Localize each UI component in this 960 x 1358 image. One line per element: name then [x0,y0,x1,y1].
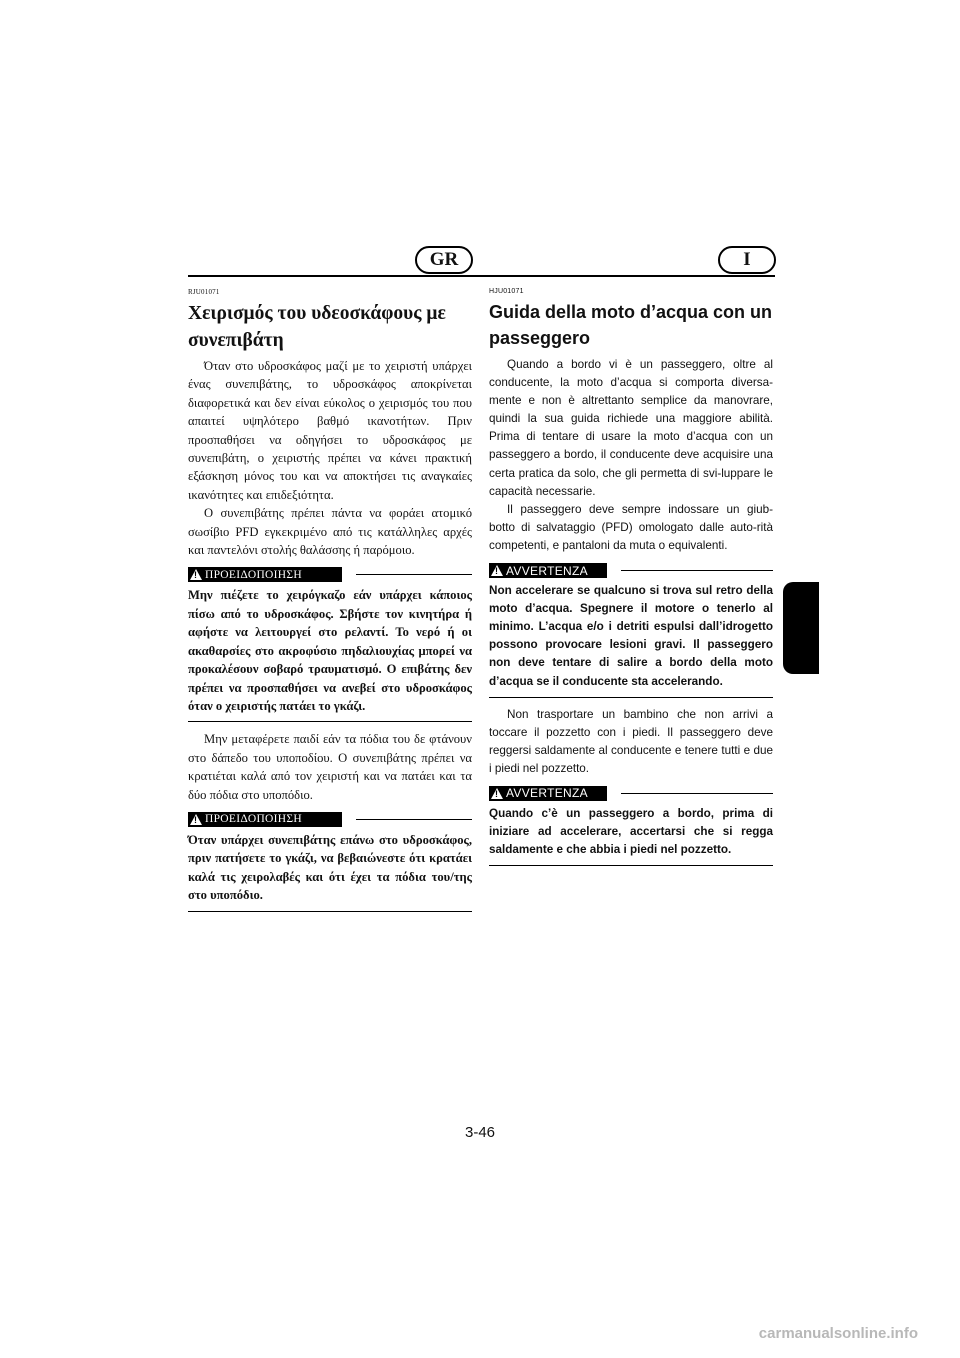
header-rule [188,275,775,277]
warning-text: Μην πιέζετε το χειρόγκαζο εάν υπάρχει κάποιος πίσω από το υδροσκάφος. Σβήστε τον κινητήρα ή αφήστε να λειτουργεί στο ρελαντί. Το νερό ή οι ακαθαρσίες στο ακροφύσιο πηδαλιουχίας μπορεί να προκαλέσουν σοβαρό τραυματισμό. Ο επιβάτης δεν πρέπει να προσπαθήσει να ανεβεί στο υδροσκάφος όταν ο χειριστής πατάει το γκάζι. [188,586,472,722]
warning-label-text: ΠΡΟΕΙΔΟΠΟΙΗΣΗ [205,568,302,581]
warning-rule [621,570,773,571]
warning-label-text: ΠΡΟΕΙΔΟΠΟΙΗΣΗ [205,813,302,826]
warning-header [188,812,472,827]
warning-text: Non accelerare se qualcuno si trova sul retro della moto d’acqua. Spegnere il motore o tenerlo al minimo. L’acqua e/o i detriti espulsi dall’idrogetto possono provocare lesioni gravi. Il passeggero non deve tentare di salire a bordo della moto d’acqua se il conducente sta accelerando. [489,582,773,698]
section-code: HJU01071 [489,288,524,295]
warning-header [489,563,773,578]
chapter-thumb-tab [783,582,819,674]
warning-label-text: AVVERTENZA [506,563,588,578]
section-code: RJU01071 [188,288,220,296]
warning-rule [356,819,472,820]
warning-label [489,786,607,801]
warning-triangle-icon [491,565,503,576]
warning-triangle-icon [491,788,503,799]
body-paragraph: Quando a bordo vi è un passeggero, oltre al conducente, la moto d’acqua si comporta diversa-mente e non è altrettanto semplice da manovrare, quindi la sua guida richiede una maggiore abilità. Prima di tentare di usare la moto d’acqua con un passeggero a bordo, il conducente deve acquisire una certa pratica da solo, che gli permetta di svi-luppare le capacità necessarie. [489,358,773,498]
section-title: Guida della moto d’acqua con un passeggero [489,302,773,348]
section-title: Χειρισμός του υδεοσκάφους με συνεπιβάτη [188,303,446,351]
warning-label [489,563,607,578]
body-paragraph: Non trasportare un bambino che non arrivi a toccare il pozzetto con i piedi. Il passeggero deve reggersi saldamente al conducente e tenere tutti e due i piedi nel pozzetto. [489,707,773,775]
warning-label [188,567,342,582]
warning-triangle-icon [190,814,202,825]
watermark: carmanualsonline.info [758,1325,918,1342]
warning-text: Όταν υπάρχει συνεπιβάτης επάνω στο υδροσκάφος, πριν πατήσετε το γκάζι, να βεβαιώνεστε ότι κρατάει καλά τις χειρολαβές και ότι έχει τα πόδια του/της στο υποπόδιο. [188,831,472,912]
italian-column [489,288,773,874]
warning-rule [356,574,472,575]
page-number: 3-46 [464,1124,496,1141]
warning-rule [621,793,773,794]
body-paragraph: Όταν στο υδροσκάφος μαζί με το χειριστή υπάρχει ένας συνεπιβάτης, το υδροσκάφος αποκρίνεται διαφορετικά και δεν είναι εύκολος ο χειρισμός του που απαιτεί υψηλότερο βαθμό ικανοτήτων. Πριν προσπαθήσει να οδηγήσει το υδροσκάφος με συνεπιβάτη, ο χειριστής πρέπει να κάνει πρακτική εξάσκηση μόνος του και να αποκτήσει τις αναγκαίες ικανότητες και επιδεξιότητα. [188,359,472,502]
body-paragraph: Μην μεταφέρετε παιδί εάν τα πόδια του δε φτάνουν στο δάπεδο του υποποδίου. Ο συνεπιβάτης πρέπει να κρατιέται καλά από τον χειριστή και να πατάει και τα δύο πόδια στο υποπόδιο. [188,732,472,802]
warning-label-text: AVVERTENZA [506,786,588,801]
warning-label [188,812,342,827]
warning-header [489,786,773,801]
language-badge-i: I [718,246,776,274]
warning-triangle-icon [190,569,202,580]
body-paragraph: Ο συνεπιβάτης πρέπει πάντα να φοράει ατομικό σωσίβιο PFD εγκεκριμένο από τις κατάλληλες αρχές και παντελόνι στολής θαλάσσης ή παρόμοιο. [188,506,472,558]
warning-text: Quando c’è un passeggero a bordo, prima di iniziare ad accelerare, accertarsi che si regga saldamente e che abbia i piedi nel pozzetto. [489,805,773,866]
warning-header [188,567,472,582]
language-badge-gr: GR [415,246,473,274]
greek-column [188,288,472,920]
body-paragraph: Il passeggero deve sempre indossare un giub-botto di salvataggio (PFD) omologato dalle auto-rità competenti, e pantaloni da muta o equivalenti. [489,502,773,552]
